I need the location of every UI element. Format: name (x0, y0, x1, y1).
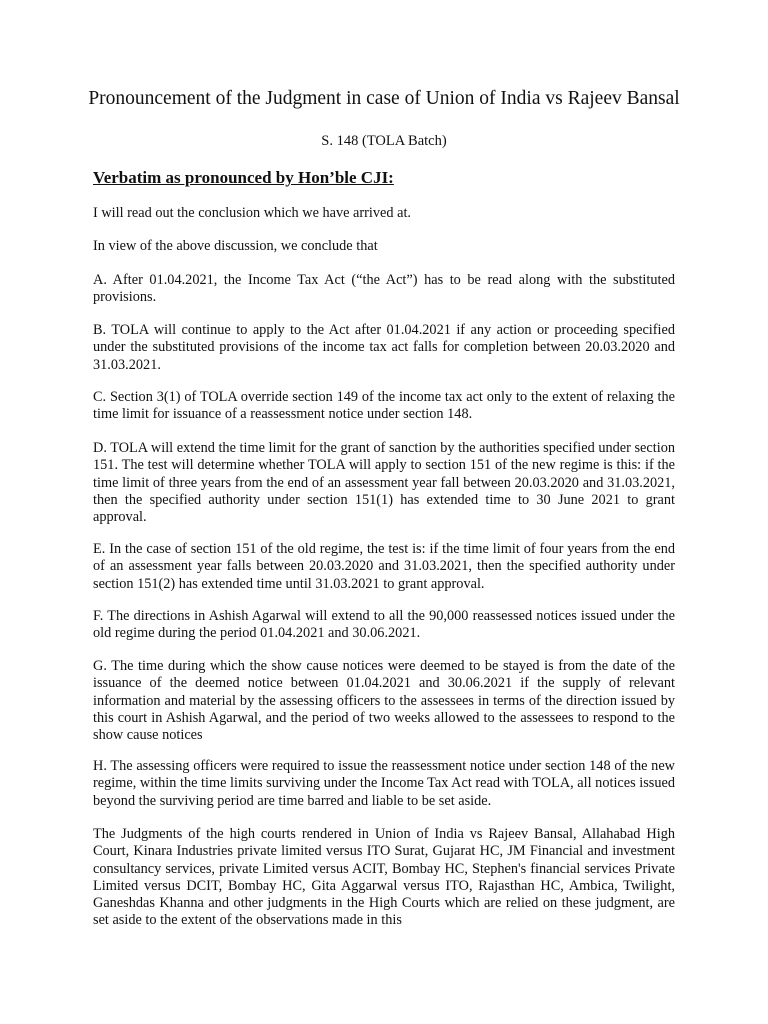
paragraph-b: B. TOLA will continue to apply to the Act after 01.04.2021 if any action or proceeding specified under the substituted provisions of the income tax act falls for completion between 20.03.2020 and 31.03.2021. (93, 322, 675, 373)
paragraph-e: E. In the case of section 151 of the old regime, the test is: if the time limit of four years from the end of an assessment year falls between 20.03.2020 and 31.03.2021, then the specified authority under section 151(2) has extended time until 31.03.2021 to grant approval. (93, 541, 675, 592)
paragraph-d: D. TOLA will extend the time limit for the grant of sanction by the authorities specified under section 151. The test will determine whether TOLA will apply to section 151 of the new regime is this: if the time limit of three years from the end of an assessment year fall between 20.03.2020 and 31.03.2021, then the specified authority under section 151(1) has extended time to 30 June 2021 to grant approval. (93, 440, 675, 526)
document-title: Pronouncement of the Judgment in case of Union of India vs Rajeev Bansal (88, 88, 680, 109)
paragraph-intro: I will read out the conclusion which we have arrived at. (93, 205, 411, 221)
section-heading: Verbatim as pronounced by Hon’ble CJI: (93, 168, 394, 187)
paragraph-f: F. The directions in Ashish Agarwal will extend to all the 90,000 reassessed notices issued under the old regime during the period 01.04.2021 and 30.06.2021. (93, 608, 675, 642)
paragraph-judgments: The Judgments of the high courts rendered in Union of India vs Rajeev Bansal, Allahabad High Court, Kinara Industries private limited versus ITO Surat, Gujarat HC, JM Financial and investment consultancy services, private Limited versus ACIT, Bombay HC, Stephen's financial services Private Limited versus DCIT, Bombay HC, Gita Aggarwal versus ITO, Rajasthan HC, Ambica, Twilight, Ganeshdas Khanna and other judgments in the High Courts which are relied on these judgment, are set aside to the extent of the observations made in this (93, 826, 675, 929)
paragraph-g: G. The time during which the show cause notices were deemed to be stayed is from the date of the issuance of the deemed notice between 01.04.2021 and 30.06.2021 if the supply of relevant information and material by the assessing officers to the assessees in terms of the direction issued by this court in Ashish Agarwal, and the period of two weeks allowed to the assessees to respond to the show cause notices (93, 658, 675, 744)
paragraph-a: A. After 01.04.2021, the Income Tax Act (“the Act”) has to be read along with the substituted provisions. (93, 272, 675, 306)
paragraph-c: C. Section 3(1) of TOLA override section 149 of the income tax act only to the extent of relaxing the time limit for issuance of a reassessment notice under section 148. (93, 389, 675, 423)
paragraph-conclude: In view of the above discussion, we conclude that (93, 238, 378, 254)
paragraph-h: H. The assessing officers were required to issue the reassessment notice under section 148 of the new regime, within the time limits surviving under the Income Tax Act read with TOLA, all notices issued beyond the surviving period are time barred and liable to be set aside. (93, 758, 675, 809)
document-subtitle: S. 148 (TOLA Batch) (321, 133, 447, 149)
